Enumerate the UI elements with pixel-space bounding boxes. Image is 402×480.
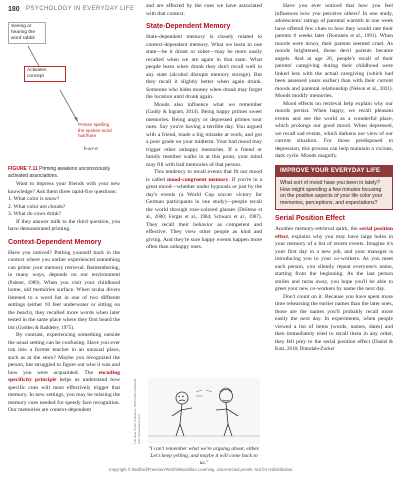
copyright-footer: Copyright © Bedford/Freeman/Worth/Macmillan Learning. Uncorrected proofs. Not for redistribution. <box>108 467 294 472</box>
context-text-a: Have you noticed? Putting yourself back in the context where you earlier experienced something can prime your memory retrieval. Remembering, in many ways, depends on our environment <box>8 249 120 278</box>
parents-text-b: . When moods were down, their parents seemed cruel. As moods brightened, those devil parents became angels. And at age 26, people's recall of their parents' caregiving during their childhood were linked less with the actual caregiving (which had been assessed years earlier) than with their current moods and parental relationship <box>275 33 393 92</box>
question-2: 2. What color are clouds? <box>8 203 66 210</box>
arrow-concept-to-primes <box>60 90 78 122</box>
cartoon-credit-text: The New Yorker Collection, 2005 Robert Mankoff from cartoonbank.com <box>133 379 141 444</box>
cartoon-illustration <box>148 378 260 444</box>
column-1 <box>8 181 120 415</box>
cartoon-caption: "I can't remember what we're arguing about, either. Let's keep yelling, and maybe it will come back to us." <box>148 446 260 466</box>
activates-concept-node <box>24 66 66 82</box>
context-paragraph-1 <box>8 250 120 333</box>
continued-paragraph: and are affected by the cues we have associated with that context. <box>146 3 262 17</box>
key-term-serial-position: serial position effect <box>275 226 393 240</box>
mood-congruent-text-b: . If you're in a great mood—whether under hypnosis or just by the day's events (a World Cup soccer victory for German participants in one study)—people recall the world through rose-colored glasses <box>146 176 262 213</box>
heading-context-dependent: Context-Dependent Memory <box>8 238 102 246</box>
mood-congruent-text-c: . They recall their behavior as competent and effective. They view other people as kind and giving. And they're sure happy events happen more often than unhappy ones. <box>146 214 262 250</box>
citation: (Godden & Baddeley, 1975) <box>16 325 73 331</box>
serial-text-c: Don't count on it. Because you have spent more time rehearsing the earlier names than the later ones, those are the names you'll probably recall more easily the next day. In experiments, when people viewed a list of items (words, names, dates) and then immediately tried to recall them in any order, they fell prey to the serial position effect <box>275 293 393 345</box>
parents-text-c: . Moods modify memories. <box>275 85 394 99</box>
page-number: 180 <box>8 6 20 13</box>
running-title: PSYCHOLOGY IN EVERYDAY LIFE <box>26 6 135 12</box>
cartoon-credit <box>133 378 143 444</box>
citation: (Bornstein et al., 1991) <box>327 34 377 39</box>
key-term-encoding-specificity: encoding specificity principle <box>8 369 120 383</box>
context-text-b: . When you visit your childhood home, old memories surface. When scuba divers listened to a word list in one of two different settings (either 10 feet underwater or sitting on the beach), they recalled more words when later tested in the same place where they first heard the list <box>8 279 120 331</box>
question-3: 3. What do cows drink? <box>8 211 62 217</box>
mood-text-b: . Being happy primes sweet memories. Being angry or depressed primes sour ones. Say you're having a terrible day. You argued with a friend, made a big mistake at work, and got a poor grade on your midterm. Your bad mood may trigger other unhappy memories. If a friend or family member walks in at this point, your mind may fill with bad memories of that person. <box>146 109 262 168</box>
serial-text-a: Another memory-retrieval quirk, the <box>275 226 360 233</box>
citation: (Nelson et al., 2021) <box>349 86 392 92</box>
figure-caption <box>8 166 126 179</box>
question-1: 1. What color is snow? <box>8 196 60 202</box>
parents-paragraph <box>275 3 393 101</box>
context-text-c: . <box>72 324 75 331</box>
citation: (Palmer, 1989) <box>8 280 40 286</box>
parents-text-a: Have you ever noticed that how you feel influences how you perceive others? In one study, adolescents' ratings of parental warmth in one week have offered few clues to how they would rate their parents 6 weeks later <box>275 3 393 39</box>
mood-congruent-paragraph <box>146 169 262 252</box>
hare-label: h-a-r-e <box>84 146 98 151</box>
context-text-d: By contrast, experiencing something outside the usual setting can be confusing. Have you ever run into a former teacher in an unusual place, such as at the store? Maybe you recognized the person, but struggled to figure out who it was and how you were acquainted. The <box>8 332 120 376</box>
context-text-e: helps us understand how specific cues will most effectively trigger that memory. In new settings, you may be missing the memory cues needed for speedy face recognition. Our memories are context-dependent <box>8 377 120 413</box>
cartoon-background <box>148 378 260 444</box>
serial-text-b: , explains why you may have large holes in your memory of a list of recent events. Imagine it's your first day in a new job, and your manager is introducing you to your co-workers. As you meet each person, you silently repeat everyone's name, starting from the beginning. As the last person smiles and turns away, you hope you'll be able to greet your new co-workers by name the next day. <box>275 233 393 293</box>
heading-state-dependent: State-Dependent Memory <box>146 23 231 30</box>
key-term-mood-congruent: mood-congruent memory <box>167 176 229 183</box>
priming-demo-paragraph: If they answer milk to the third question, you have demonstrated priming. <box>8 218 120 232</box>
primes-spelling-label: Primes spelling the spoken word hair/hare <box>78 122 112 138</box>
heading-serial-position: Serial Position Effect <box>275 215 346 223</box>
serial-paragraph-2 <box>275 294 393 354</box>
context-paragraph-2 <box>8 332 120 415</box>
mood-effects-paragraph: Mood effects on retrieval help explain why our moods persist. When happy, we recall pleasant events and see the world as a wonderful place, which prolongs our good mood. When depressed, we recall sad events, which darkens our view of our current situation. For those predisposed to depression, this process can help maintain a vicious, dark cycle. Moods magnify. <box>275 100 393 159</box>
intro-paragraph: Want to impress your friends with your new knowledge? Ask them three rapid-fire questions: <box>8 181 120 195</box>
seeing-hearing-node <box>8 22 46 44</box>
figure-caption-text: Priming awakens unconsciously activated associations. <box>8 166 110 179</box>
arrow-seeing-to-concept <box>28 46 40 68</box>
improve-everyday-life-body: What sort of mood have you been in lately? How might spending a few minutes focusing on the positive aspects of your life color your memories, perceptions, and expectations? <box>276 177 392 209</box>
column-3 <box>275 3 393 354</box>
column-2 <box>146 3 262 252</box>
priming-figure <box>8 18 120 179</box>
seeing-hearing-label: Seeing or hearing the word rabbit <box>11 24 36 41</box>
state-paragraph: State-dependent memory is closely related to context-dependent memory. What we learn in one state—be it drunk or sober—may be more easily recalled when we are again in that state. What people learn when drunk they don't recall well in any state (alcohol disrupts memory storage). But they recall it slightly better when again drunk. Someone who hides money when drunk may forget the location until drunk again. <box>146 34 262 100</box>
activates-concept-label: Activates concept <box>27 68 47 79</box>
improve-everyday-life-box <box>275 165 393 211</box>
serial-paragraph-1 <box>275 226 393 294</box>
mood-congruent-text-a: This tendency to recall events that fit our mood is called <box>146 169 262 183</box>
mood-paragraph <box>146 102 262 170</box>
mood-text-a: Moods also influence what we remember <box>154 101 262 108</box>
improve-everyday-life-title: IMPROVE YOUR EVERYDAY LIFE <box>276 166 392 178</box>
citation: (Gaddy & Ingram, 2014) <box>146 110 198 115</box>
citation: (Daniel & Katz, 2018; Dimsdale-Zucker <box>275 339 393 353</box>
figure-caption-label: FIGURE 7.11 <box>8 166 38 172</box>
citation: (DeSteno et al., 2000; Forgas et al., 1984; Schwarz et al., 1987) <box>146 207 262 220</box>
